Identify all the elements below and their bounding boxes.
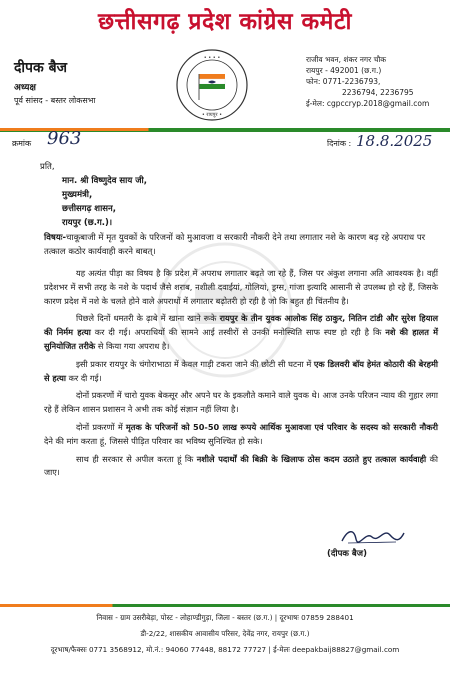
body-paragraph: यह अत्यंत पीड़ा का विषय है कि प्रदेश में अपराध लगातार बढ़ते जा रहे हैं, जिस पर अंकुश लगाना अति आवश्यक है। वहीं प्रदेशभर में सभी तरह के नशे के पदार्थ जैसे शराब, नशीली दवाईयां, गोलियां, ड्रग्स, गांजा इत्यादि आसानी से उपलब्ध हो रहे हैं, जिसके कारण प्रदेश में नशे के चलते होने वाले अपराधों में लगातार बढ़ोतरी हो रही है जो कि बहुत ही चिंतनीय है। xyxy=(44,268,438,306)
body-text: की जाए। xyxy=(44,453,438,478)
sender-name: दीपक बैज xyxy=(14,60,68,76)
handwritten-signature xyxy=(338,525,408,547)
subject-line xyxy=(44,231,438,259)
sender-role: अध्यक्ष xyxy=(14,83,36,93)
address-line: फोन: 0771-2236793, xyxy=(306,77,381,86)
subject-text: चाकूबाजी में मृत युवकों के परिजनों को मुआवजा व सरकारी नौकरी देने तथा लगातार नशे के कारण बढ़ रहे अपराध पर तत्काल कठोर कार्यवाही करने बाबत्। xyxy=(44,233,426,257)
svg-text:• रायपुर •: • रायपुर • xyxy=(201,112,223,118)
body-text: कर दी गई। अपराधियों की सामने आई तस्वीरों से उनकी मनोस्थिति साफ स्पष्ट हो रही है कि xyxy=(90,327,386,338)
recipient-prati: प्रति, xyxy=(40,162,55,172)
body-text: पिछले दिनों धमतरी के ढ़ाबे में खाना खाने रूके xyxy=(76,313,220,324)
footer-line: निवास - ग्राम उसरीबेड़ा, पोस्ट - लोहाण्डीगुड़ा, जिला - बस्तर (छ.ग.) | दूरभाषः 07859 288401 xyxy=(96,613,354,622)
body-emphasis: नशे की हालत में सुनियोजित तरीके xyxy=(44,327,438,351)
body-text: कर दी गई। xyxy=(65,372,102,383)
svg-text:• • • •: • • • • xyxy=(203,55,221,61)
body-text: साथ ही सरकार से अपील करता हूं कि xyxy=(76,453,197,464)
letter-body xyxy=(44,267,438,480)
recipient-line: मुख्यमंत्री, xyxy=(62,190,93,200)
body-paragraph xyxy=(44,358,438,386)
footer-contact xyxy=(0,610,450,658)
reference-number: 963 xyxy=(47,128,82,149)
address-line: राजीव भवन, शंकर नगर चौक xyxy=(306,55,387,64)
date-label: दिनांक : xyxy=(327,139,352,148)
body-text: से किया गया अपराध है। xyxy=(95,340,170,351)
body-text: दोनों प्रकरणों में xyxy=(76,421,126,432)
reference-label: क्रमांक xyxy=(12,139,32,148)
organization-title: छत्तीसगढ़ प्रदेश कांग्रेस कमेटी xyxy=(98,9,352,35)
address-email: ई-मेल: cgpccryp.2018@gmail.com xyxy=(306,99,430,108)
sender-former-post: पूर्व सांसद - बस्तर लोकसभा xyxy=(14,96,96,105)
body-paragraph xyxy=(44,312,438,353)
body-paragraph xyxy=(44,421,438,449)
footer-divider xyxy=(0,604,450,607)
body-text: इसी प्रकार रायपुर के चंगोराभाठा में केवल गाड़ी टकरा जाने की छोटी सी घटना में xyxy=(76,358,314,369)
subject-label: विषयः- xyxy=(44,233,67,243)
body-text: देने की मांग करता हूं, जिससे पीड़ित परिवार का भविष्य सुनिश्चित हो सके। xyxy=(44,435,263,446)
footer-line: डी-2/22, शासकीय आवासीय परिसर, देवेंद्र नगर, रायपुर (छ.ग.) xyxy=(140,629,310,638)
address-line: रायपुर - 492001 (छ.ग.) xyxy=(306,66,382,75)
sender-block xyxy=(14,58,174,106)
body-emphasis: रायपुर के तीन युवक आलोक सिंह ठाकुर, नितिन टांडी और सुरेश हियाल की निर्मम हत्या xyxy=(44,313,438,338)
recipient-block xyxy=(40,160,147,230)
party-emblem-seal xyxy=(175,48,249,122)
signatory-name: (दीपक बैज) xyxy=(327,549,367,559)
body-emphasis: एक डिलवरी बॉय हेमंत कोठारी की बेरहमी से हत्या xyxy=(44,358,438,383)
body-emphasis: मृतक के परिजनों को 50-50 लाख रूपये आर्थिक मुआवजा एवं परिवार के सदस्य को सरकारी नौकरी xyxy=(125,421,438,432)
office-address xyxy=(306,54,446,109)
body-emphasis: नशीले पदार्थों की बिक्री के खिलाफ ठोस कदम उठाते हुए तत्काल कार्यवाही xyxy=(196,453,427,464)
body-paragraph: दोनों प्रकरणों में चारो युवक बेकसूर और अपने घर के इकलौते कमाने वाले युवक थे। आज उनके परिजन न्याय की गुहार लगा रहे हैं लेकिन शासन प्रशासन ने अभी तक कोई संज्ञान नहीं लिया है। xyxy=(44,390,438,415)
body-paragraph xyxy=(44,453,438,481)
recipient-line: रायपुर (छ.ग.)। xyxy=(62,218,113,228)
address-line: 2236794, 2236795 xyxy=(342,88,414,97)
recipient-line: मान. श्री विष्णुदेव साय जी, xyxy=(62,176,147,186)
recipient-line: छत्तीसगढ़ शासन, xyxy=(62,204,116,214)
date-value: 18.8.2025 xyxy=(356,132,433,150)
footer-line: दूरभाष/फैक्सः 0771 3568912, मो.नं.: 94060 77448, 88172 77727 | ई-मेलः deepakbaij88827@gmail.com xyxy=(50,645,400,654)
